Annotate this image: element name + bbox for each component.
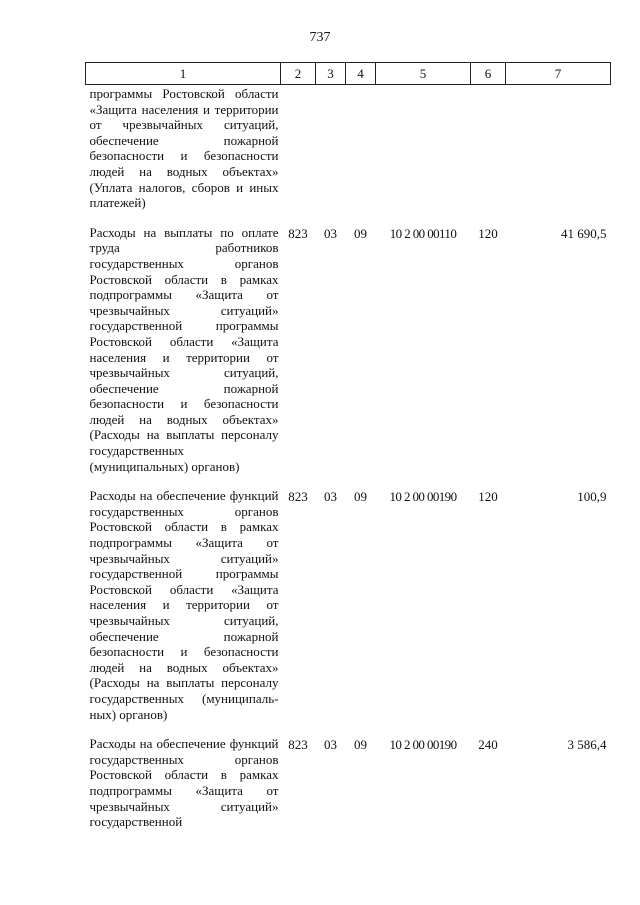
row-description: Расходы на обеспечение функций государственных органов Ростовской области в рамках подпрограммы «Защита от чрезвычайных ситуаций» государственной программы Ростовской области «Защита населения и территории от чрезвычайных ситуаций, обеспечение пожарной безопасности и безопасности людей на водных объектах» (Расходы на выплаты персоналу государственных (муниципальных) органов) bbox=[89, 488, 279, 722]
row-subsection-code: 09 bbox=[354, 489, 367, 505]
row-section-code bbox=[316, 85, 346, 225]
row-expense-type: 120 bbox=[478, 489, 498, 505]
header-col-2: 2 bbox=[281, 63, 316, 85]
page-number: 737 bbox=[309, 30, 331, 45]
header-row bbox=[86, 63, 611, 85]
row-subsection-code bbox=[346, 85, 376, 225]
row-amount: 100,9 bbox=[577, 489, 607, 505]
header-col-6: 6 bbox=[471, 63, 506, 85]
row-target-article: 10 2 00 00110 bbox=[389, 225, 457, 241]
row-amount bbox=[506, 85, 611, 225]
row-expense-type bbox=[471, 85, 506, 225]
row-section-code: 03 bbox=[324, 225, 337, 241]
header-col-3: 3 bbox=[316, 63, 346, 85]
row-expense-type: 240 bbox=[478, 737, 498, 753]
table-row bbox=[86, 85, 611, 225]
row-amount: 3 586,4 bbox=[567, 737, 607, 753]
header-col-5: 5 bbox=[376, 63, 471, 85]
budget-table bbox=[85, 62, 611, 844]
row-section-code: 03 bbox=[324, 737, 337, 753]
row-target-article bbox=[376, 85, 471, 225]
row-target-article: 10 2 00 00190 bbox=[389, 489, 457, 505]
table-row bbox=[86, 736, 611, 844]
row-ministry-code: 823 bbox=[288, 489, 308, 505]
row-subsection-code: 09 bbox=[354, 737, 367, 753]
row-target-article: 10 2 00 00190 bbox=[389, 737, 457, 753]
table-row bbox=[86, 225, 611, 489]
row-ministry-code bbox=[281, 85, 316, 225]
row-description: Расходы на обеспечение функций государственных органов Ростовской области в рамках подпрограммы «Защита от чрезвычайных ситуаций» государственной bbox=[89, 736, 279, 830]
row-description: программы Ростовской области «Защита населения и территории от чрезвычайных ситуаций, обеспечение пожарной безопасности и безопасности людей на водных объектах» (Уплата налогов, сборов и иных платежей) bbox=[89, 86, 279, 211]
header-col-7: 7 bbox=[506, 63, 611, 85]
header-col-1: 1 bbox=[86, 63, 281, 85]
row-ministry-code: 823 bbox=[288, 225, 308, 241]
header-col-4: 4 bbox=[346, 63, 376, 85]
row-expense-type: 120 bbox=[478, 225, 498, 241]
table-row bbox=[86, 488, 611, 736]
row-ministry-code: 823 bbox=[288, 737, 308, 753]
row-description: Расходы на выплаты по оплате труда работников государственных органов Ростовской области в рамках подпрограммы «Защита от чрезвычайных ситуаций» государственной программы Ростовской области «Защита населения и территории от чрезвычайных ситуаций, обеспечение пожарной безопасности и безопасности людей на водных объектах» (Расходы на выплаты персоналу государственных (муниципальных) органов) bbox=[89, 224, 279, 474]
row-section-code: 03 bbox=[324, 489, 337, 505]
row-amount: 41 690,5 bbox=[561, 225, 607, 241]
row-subsection-code: 09 bbox=[354, 225, 367, 241]
